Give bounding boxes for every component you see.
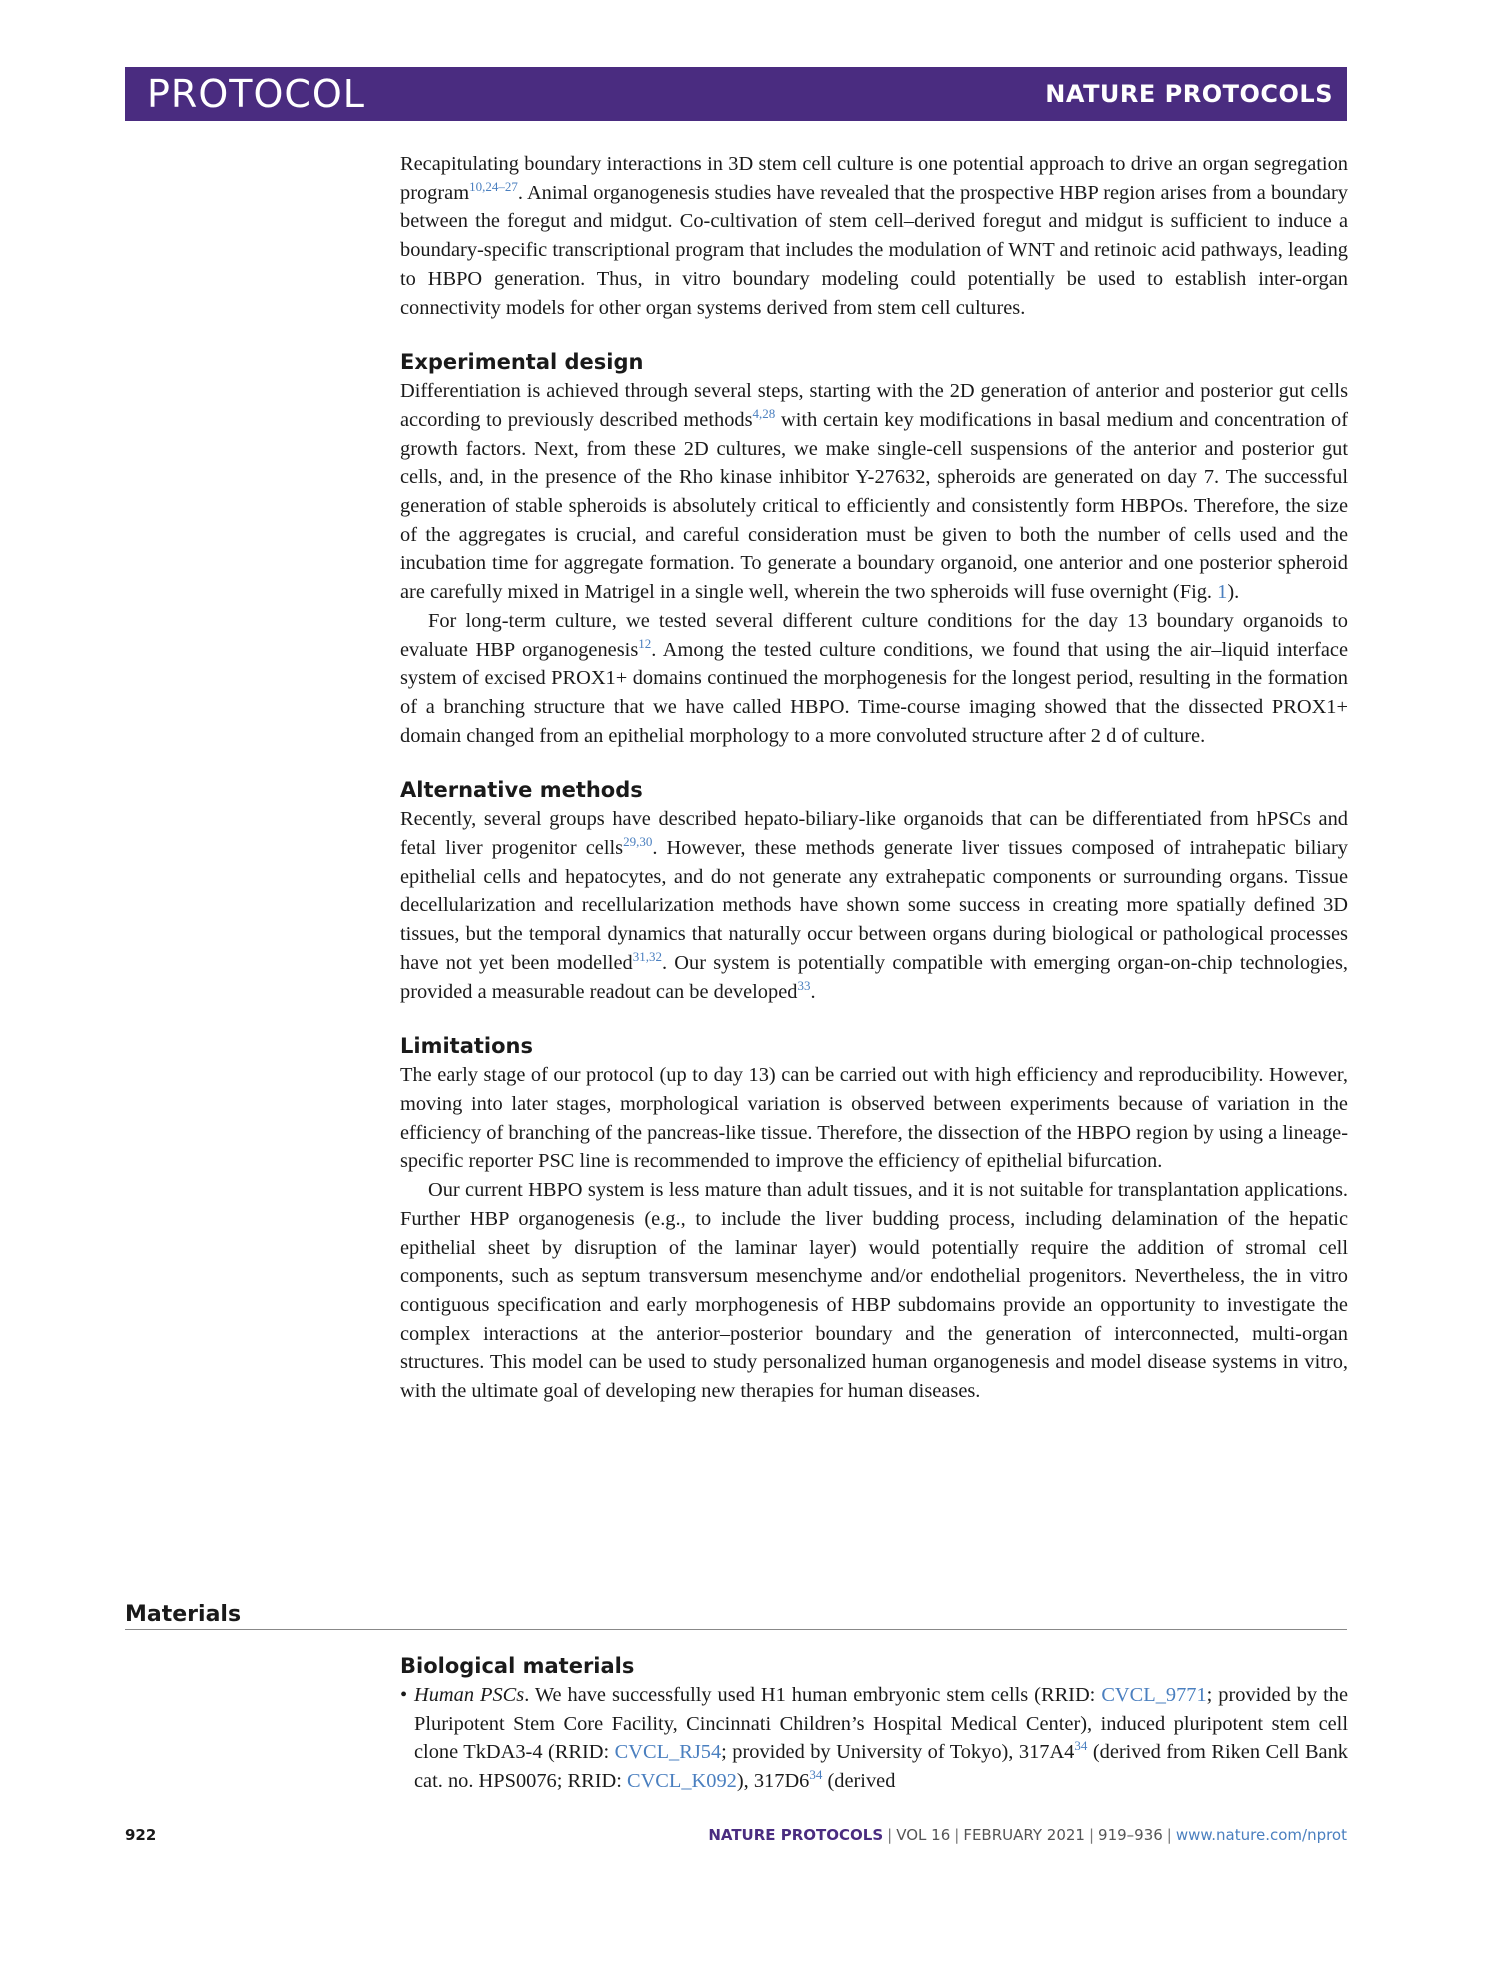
- header-bar: [125, 67, 1347, 121]
- subsection-heading: Biological materials: [400, 1654, 635, 1678]
- paragraph: Our current HBPO system is less mature than adult tissues, and it is not suitable for transplantation applications. Further HBP organogenesis (e.g., to include the liver budding process, including delamination of the hepatic epithelial sheet by disruption of the laminar layer) would potentially require the addition of stromal cell components, such as septum transversum mesenchyme and/or endothelial progenitors. Nevertheless, the in vitro contiguous specification and early morphogenesis of HBP subdomains provide an opportunity to investigate the complex interactions at the anterior–posterior boundary and the generation of interconnected, multi-organ structures. This model can be used to study personalized human organogenesis and model disease systems in vitro, with the ultimate goal of developing new therapies for human diseases.: [400, 1179, 1348, 1403]
- page-footer: [125, 1826, 1347, 1850]
- section-heading: Experimental design: [400, 350, 644, 375]
- footer-pages: 919–936: [1098, 1826, 1163, 1844]
- list-item: • Human PSCs. We have successfully used H1 human embryonic stem cells (RRID: CVCL_9771; provided by the Pluripotent Stem Core Facility, Cincinnati Children’s Hospital Medical Center), induced pluripotent stem cell clone TkDA3-4 (RRID: CVCL_RJ54; provided by University of Tokyo), $317A4^{34}$ (derived from Riken Cell Bank cat. no. HPS0076; RRID: CVCL_K092), $317D6^{34}$ (derived: [400, 1681, 1348, 1796]
- citation-link[interactable]: 10,24–27: [469, 178, 518, 194]
- paragraph: Differentiation is achieved through several steps, starting with the 2D generation of anterior and posterior gut cells according to previously described methods$^{4,28}$ with certain key modifications in basal medium and concentration of growth factors. Next, from these 2D cultures, we make single-cell suspensions of the anterior and posterior gut cells, and, in the presence of the Rho kinase inhibitor Y-27632, spheroids are generated on day 7. The successful generation of stable spheroids is absolutely critical to efficiently and consistently form HBPOs. Therefore, the size of the aggregates is crucial, and careful consideration must be given to both the number of cells used and the incubation time for aggregate formation. To generate a boundary organoid, one anterior and one posterior spheroid are carefully mixed in Matrigel in a single well, wherein the two spheroids will fuse overnight (Fig. 1).: [400, 380, 1348, 604]
- header-journal-name: NATURE PROTOCOLS: [1045, 80, 1333, 108]
- citation-link[interactable]: 33: [797, 977, 811, 993]
- figure-link[interactable]: 1: [1217, 581, 1228, 604]
- rrid-link[interactable]: CVCL_K092: [626, 1770, 737, 1793]
- citation-link[interactable]: 4,28: [752, 405, 776, 421]
- intro-paragraph: Recapitulating boundary interactions in 3D stem cell culture is one potential approach to drive an organ segregation program$^{10,24-27}$. Animal organogenesis studies have revealed that the prospective HBP region arises from a boundary between the foregut and midgut. Co-cultivation of stem cell–derived foregut and midgut is sufficient to induce a boundary-specific transcriptional program that includes the modulation of WNT and retinoic acid pathways, leading to HBPO generation. Thus, in vitro boundary modeling could potentially be used to establish inter-organ connectivity models for other organ systems derived from stem cell cultures.: [400, 153, 1348, 319]
- header-protocol-label: PROTOCOL: [147, 72, 365, 116]
- citation-link[interactable]: 31,32: [632, 948, 662, 964]
- citation-link[interactable]: 29,30: [623, 834, 653, 850]
- materials-heading: Materials: [125, 1602, 1347, 1630]
- section-heading: Limitations: [400, 1034, 533, 1059]
- citation-link[interactable]: 34: [1074, 1738, 1088, 1754]
- footer-url-link[interactable]: www.nature.com/nprot: [1175, 1826, 1347, 1844]
- paragraph: Recently, several groups have described hepato-biliary-like organoids that can be differentiated from hPSCs and fetal liver progenitor cells$^{29,30}$. However, these methods generate liver tissues composed of intrahepatic biliary epithelial cells and hepatocytes, and do not generate any extrahepatic components or surrounding organs. Tissue decellularization and recellularization methods have shown some success in creating more spatially defined 3D tissues, but the temporal dynamics that naturally occur between organs during biological or pathological processes have not yet been modelled$^{31,32}$. Our system is potentially compatible with emerging organ-on-chip technologies, provided a measurable readout can be developed$^{33}$.: [400, 808, 1348, 1003]
- paragraph: For long-term culture, we tested several different culture conditions for the day 13 boundary organoids to evaluate HBP organogenesis$^{12}$. Among the tested culture conditions, we found that using the air–liquid interface system of excised PROX1+ domains continued the morphogenesis for the longest period, resulting in the formation of a branching structure that we have called HBPO. Time-course imaging showed that the dissected PROX1+ domain changed from an epithelial morphology to a more convoluted structure after 2 d of culture.: [400, 609, 1348, 747]
- rrid-link[interactable]: CVCL_RJ54: [614, 1741, 722, 1764]
- main-text-column: [400, 150, 1348, 1432]
- limitations-section: [400, 1032, 1348, 1405]
- experimental-design-section: [400, 348, 1348, 750]
- alternative-methods-section: [400, 776, 1348, 1006]
- paragraph: The early stage of our protocol (up to day 13) can be carried out with high efficiency and reproducibility. However, moving into later stages, morphological variation is observed between experiments because of variation in the efficiency of branching of the pancreas-like tissue. Therefore, the dissection of the HBPO region by using a lineage-specific reporter PSC line is recommended to improve the efficiency of epithelial bifurcation.: [400, 1064, 1348, 1173]
- footer-date: FEBRUARY 2021: [963, 1826, 1085, 1844]
- footer-citation: NATURE PROTOCOLS | VOL 16 | FEBRUARY 2021 | 919–936 | www.nature.com/nprot: [708, 1826, 1347, 1844]
- footer-journal: NATURE PROTOCOLS: [708, 1826, 884, 1844]
- intro-section: [400, 150, 1348, 322]
- page-number: 922: [125, 1826, 157, 1844]
- section-heading: Alternative methods: [400, 778, 643, 803]
- rrid-link[interactable]: CVCL_9771: [1101, 1684, 1207, 1706]
- citation-link[interactable]: 34: [809, 1767, 823, 1783]
- footer-volume: VOL 16: [896, 1826, 951, 1844]
- bullet-icon: •: [400, 1684, 408, 1706]
- citation-link[interactable]: 12: [638, 635, 652, 651]
- biological-materials-section: [400, 1652, 1348, 1796]
- item-label: Human PSCs: [414, 1684, 525, 1706]
